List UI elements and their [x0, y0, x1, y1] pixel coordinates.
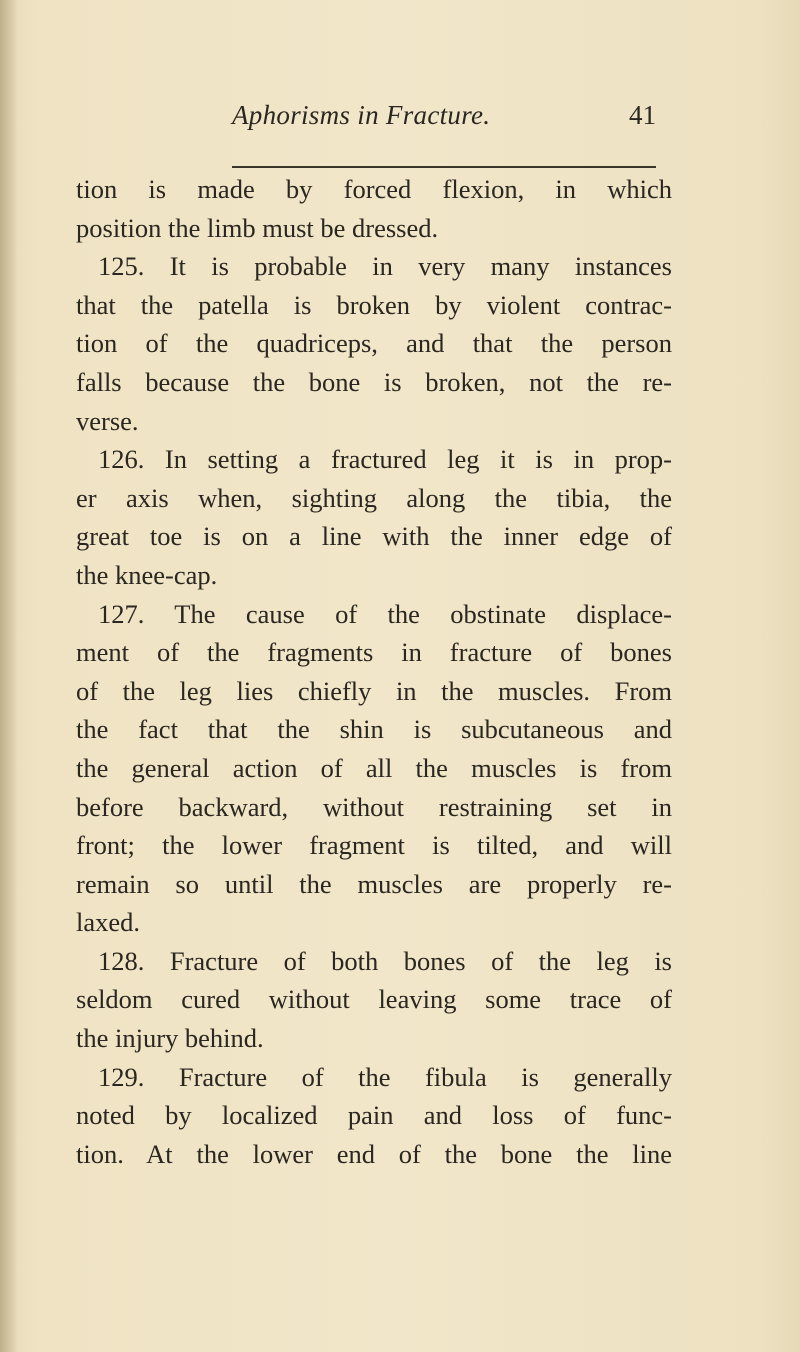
- text-line: before backward, without restraining set in: [76, 791, 672, 822]
- text-line: 129. Fracture of the fibula is generally: [98, 1061, 672, 1092]
- text-line: 127. The cause of the obstinate displace-: [98, 598, 672, 629]
- text-line: laxed.: [76, 907, 141, 938]
- text-line: the knee-cap.: [76, 559, 218, 590]
- running-head: [76, 100, 656, 140]
- text-line: 125. It is probable in very many instances: [98, 251, 672, 282]
- text-line: tion is made by forced flexion, in which: [76, 174, 672, 204]
- text-line: that the patella is broken by violent contrac-: [76, 289, 672, 320]
- text-line: 126. In setting a fractured leg it is in prop-: [98, 444, 672, 475]
- text-line: tion of the quadriceps, and that the person: [76, 328, 672, 359]
- text-line: position the limb must be dressed.: [76, 212, 439, 243]
- text-line: the fact that the shin is subcutaneous and: [76, 714, 672, 745]
- text-line: 128. Fracture of both bones of the leg is: [98, 945, 672, 976]
- running-title: Aphorisms in Fracture.: [232, 100, 491, 130]
- body-text: [76, 170, 672, 1173]
- text-line: seldom cured without leaving some trace of: [76, 984, 672, 1015]
- text-line: remain so until the muscles are properly re-: [76, 868, 672, 899]
- text-line: of the leg lies chiefly in the muscles. From: [76, 675, 672, 706]
- header-rule: [232, 166, 656, 168]
- text-line: verse.: [76, 405, 139, 436]
- text-line: the general action of all the muscles is from: [76, 752, 672, 783]
- text-line: falls because the bone is broken, not the re-: [76, 366, 672, 397]
- text-line: tion. At the lower end of the bone the line: [76, 1138, 672, 1169]
- text-line: the injury behind.: [76, 1023, 264, 1054]
- binding-shadow: [0, 0, 18, 1352]
- text-line: noted by localized pain and loss of func-: [76, 1100, 672, 1131]
- text-line: great toe is on a line with the inner edge of: [76, 521, 672, 552]
- text-line: ment of the fragments in fracture of bones: [76, 637, 672, 668]
- text-line: front; the lower fragment is tilted, and will: [76, 830, 672, 861]
- text-line: er axis when, sighting along the tibia, the: [76, 482, 672, 513]
- page-number: 41: [629, 100, 656, 130]
